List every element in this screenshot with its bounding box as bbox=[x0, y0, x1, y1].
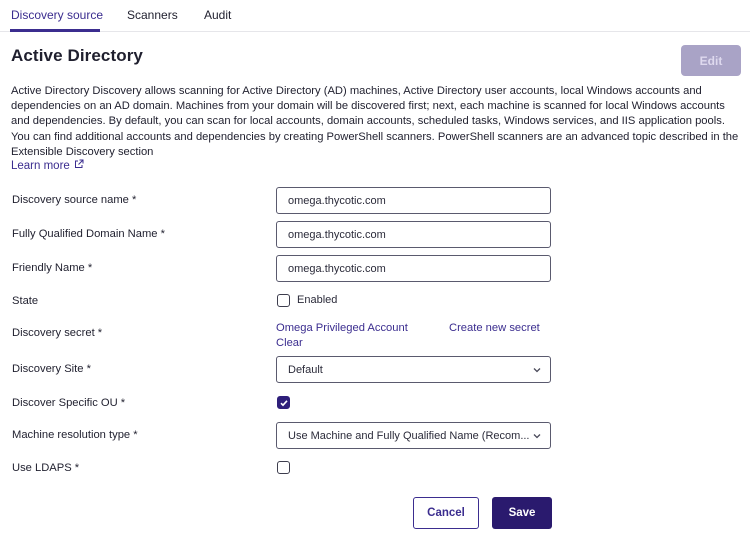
fqdn-label: Fully Qualified Domain Name * bbox=[12, 228, 165, 240]
chevron-down-icon bbox=[532, 365, 542, 375]
use-ldaps-checkbox[interactable] bbox=[277, 461, 290, 474]
machine-resolution-type-value: Use Machine and Fully Qualified Name (Recom... bbox=[288, 429, 530, 442]
discovery-source-name-label: Discovery source name * bbox=[12, 194, 137, 206]
friendly-name-label: Friendly Name * bbox=[12, 262, 93, 274]
discovery-site-label: Discovery Site * bbox=[12, 363, 91, 375]
learn-more-link[interactable] bbox=[11, 159, 84, 172]
use-ldaps-label: Use LDAPS * bbox=[12, 462, 80, 474]
enabled-checkbox-label: Enabled bbox=[297, 294, 338, 306]
external-link-icon bbox=[74, 159, 84, 172]
fqdn-input[interactable]: omega.thycotic.com bbox=[276, 221, 551, 248]
create-new-secret-link[interactable]: Create new secret bbox=[449, 322, 540, 334]
learn-more-label: Learn more bbox=[11, 159, 70, 172]
description-text: Active Directory Discovery allows scanning for Active Directory (AD) machines, Active Directory user accounts, local Windows accounts and dependencies on an AD domain. Machines from your domain will be discovered first; next, each machine is scanned for local Windows accounts and dependencies. By default, you can scan for local accounts, domain accounts, scheduled tasks, Windows services, and IIS application pools. You can find additional accounts and dependencies by creating PowerShell scanners. PowerShell scanners are an advanced topic described in the Extensible Discovery section bbox=[11, 85, 739, 158]
checkmark-icon bbox=[279, 398, 289, 408]
discover-specific-ou-checkbox[interactable] bbox=[277, 396, 290, 409]
state-label: State bbox=[12, 295, 39, 307]
machine-resolution-type-label: Machine resolution type * bbox=[12, 429, 138, 441]
tab-discovery-source[interactable]: Discovery source bbox=[11, 8, 104, 22]
discovery-secret-label: Discovery secret * bbox=[12, 327, 103, 339]
tab-bar bbox=[0, 0, 750, 32]
cancel-button[interactable]: Cancel bbox=[413, 497, 479, 529]
active-tab-indicator bbox=[10, 29, 100, 32]
machine-resolution-type-select[interactable] bbox=[276, 422, 551, 449]
tab-audit[interactable]: Audit bbox=[204, 8, 232, 22]
tab-scanners[interactable]: Scanners bbox=[127, 8, 178, 22]
enabled-checkbox[interactable] bbox=[277, 294, 290, 307]
discovery-source-name-input[interactable]: omega.thycotic.com bbox=[276, 187, 551, 214]
discovery-site-select[interactable] bbox=[276, 356, 551, 383]
save-button[interactable]: Save bbox=[492, 497, 552, 529]
clear-secret-link[interactable]: Clear bbox=[276, 337, 303, 349]
discovery-site-value: Default bbox=[288, 363, 323, 376]
edit-button[interactable]: Edit bbox=[681, 45, 741, 76]
page-title: Active Directory bbox=[11, 46, 143, 65]
secret-name-link[interactable]: Omega Privileged Account bbox=[276, 322, 408, 334]
chevron-down-icon bbox=[532, 431, 542, 441]
friendly-name-input[interactable]: omega.thycotic.com bbox=[276, 255, 551, 282]
discover-specific-ou-label: Discover Specific OU * bbox=[12, 397, 126, 409]
